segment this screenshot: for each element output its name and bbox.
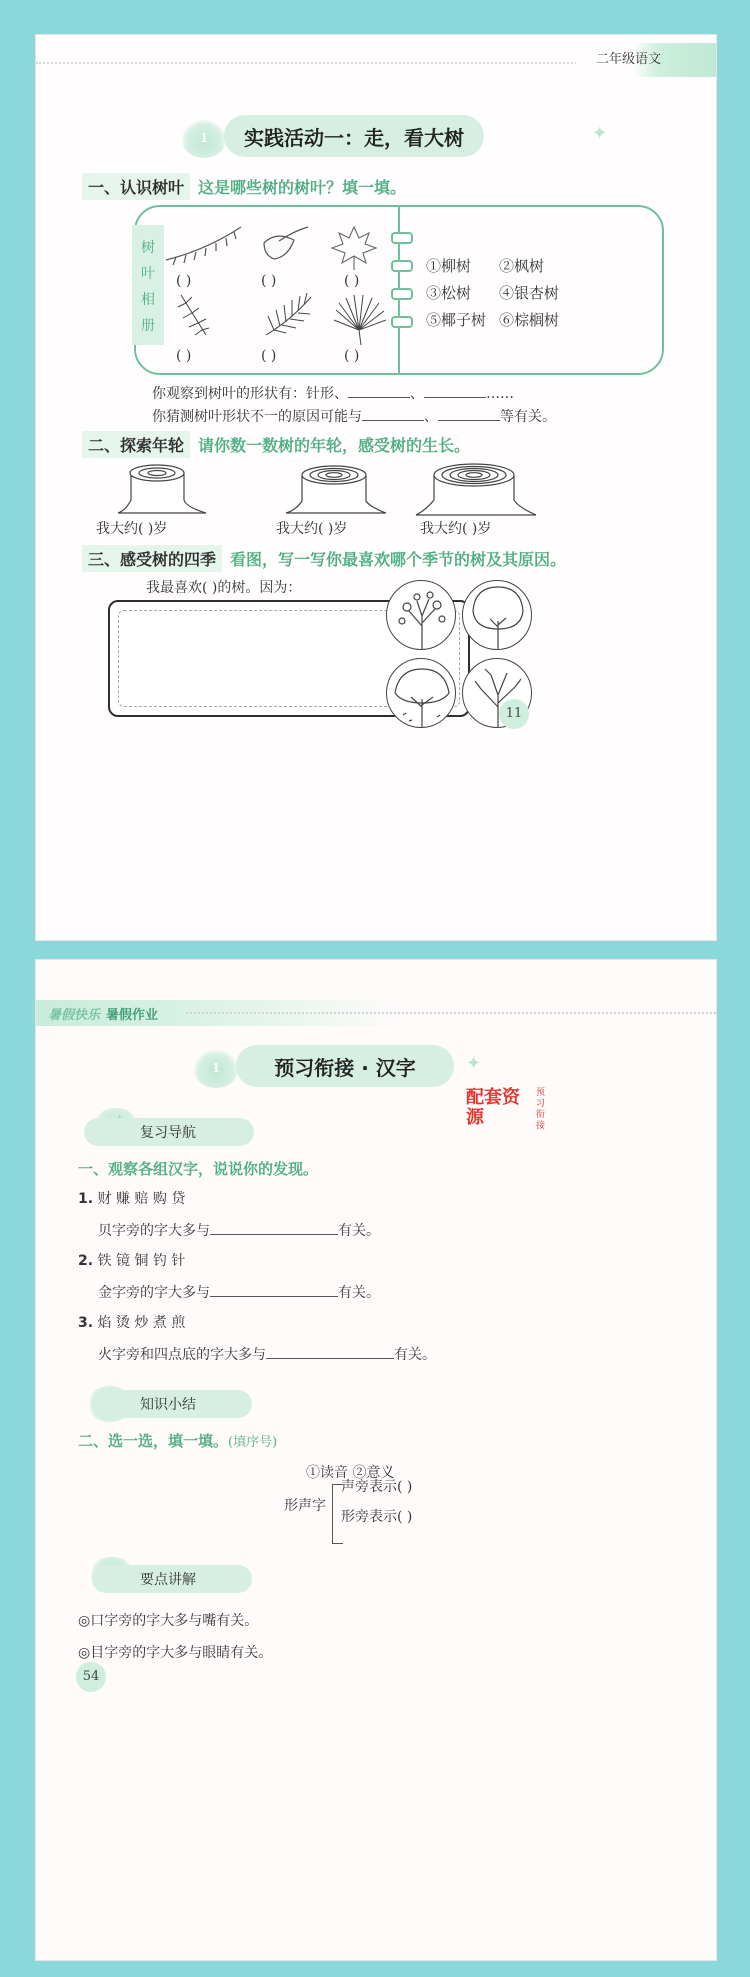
resource-side-label: 预习衔接: [536, 1088, 546, 1131]
char-group: 财 赚 赔 购 贷: [97, 1191, 186, 1207]
phonetic-label: 形声字: [284, 1498, 326, 1514]
summary-pill: 知识小结: [92, 1390, 252, 1418]
section-1-desc: 这是哪些树的树叶？填一填。: [198, 178, 407, 197]
summer-tree-icon: [462, 580, 532, 650]
page-title: 预习衔接 · 汉字: [236, 1045, 454, 1087]
q2-row-sound[interactable]: 声旁表示( ): [341, 1479, 413, 1495]
answer-blank[interactable]: [210, 1296, 338, 1297]
answer-blank[interactable]: [362, 420, 424, 421]
item-number: 3.: [78, 1315, 94, 1331]
q2-row-meaning[interactable]: 形旁表示( ): [341, 1509, 413, 1525]
leaf-badge-icon: [193, 1048, 239, 1088]
separator: 、: [410, 386, 424, 402]
leaf-reason-suffix: 等有关。: [500, 409, 556, 425]
option-pine: ③松树: [426, 284, 472, 302]
key-point-1: ◎口字旁的字大多与嘴有关。: [78, 1613, 259, 1629]
answer-parens[interactable]: ( ): [344, 348, 360, 364]
separator: 、: [424, 409, 438, 425]
badge-number: 1: [199, 131, 209, 145]
resource-badge[interactable]: [466, 1088, 536, 1128]
album-label-char: 相: [141, 292, 155, 308]
answer-blank[interactable]: [438, 420, 500, 421]
stump-age-answer[interactable]: 我大约( )岁: [420, 521, 492, 537]
line-prefix: 金字旁的字大多与: [98, 1285, 210, 1301]
leaf-shape-prefix: 你观察到树叶的形状有：针形、: [152, 386, 348, 402]
ellipsis: ……: [486, 386, 514, 402]
album-label-char: 叶: [141, 266, 155, 282]
q1-item-1-line: [98, 1220, 380, 1240]
answer-blank[interactable]: [210, 1234, 338, 1235]
q1-item-3-chars: [78, 1312, 185, 1332]
brand-script: 暑假快乐: [48, 1008, 101, 1023]
answer-parens[interactable]: ( ): [176, 348, 192, 364]
line-suffix: 有关。: [394, 1347, 436, 1363]
album-label-char: 树: [141, 240, 155, 256]
resource-label: 配套资源: [466, 1087, 520, 1128]
answer-parens[interactable]: ( ): [176, 273, 192, 289]
palm-leaf-icon: [334, 295, 386, 345]
item-number: 2.: [78, 1253, 94, 1269]
question-2-heading: [78, 1430, 277, 1451]
series-brand: [48, 1004, 158, 1023]
answer-blank[interactable]: [348, 397, 410, 398]
review-nav-pill: 复习导航: [84, 1118, 254, 1146]
line-suffix: 有关。: [338, 1223, 380, 1239]
q2-options: ①读音 ②意义: [306, 1465, 395, 1481]
page-number: 11: [499, 699, 529, 729]
answer-parens[interactable]: ( ): [261, 273, 277, 289]
section-2-heading: [82, 431, 470, 458]
option-willow: ①柳树: [426, 257, 472, 275]
favorite-season-prompt: 我最喜欢( )的树。因为：: [146, 580, 302, 596]
q1-item-3-line: [98, 1344, 436, 1364]
char-group: 铁 镜 铜 钓 针: [97, 1253, 186, 1269]
page-number: 54: [76, 1662, 106, 1692]
key-point-2: ◎目字旁的字大多与眼睛有关。: [78, 1645, 273, 1661]
spring-tree-icon: [386, 580, 456, 650]
q1-item-2-chars: [78, 1250, 185, 1270]
line-prefix: 贝字旁的字大多与: [98, 1223, 210, 1239]
medium-stump-icon: [286, 466, 386, 513]
stump-age-answer[interactable]: 我大约( )岁: [276, 521, 348, 537]
q1-item-1-chars: [78, 1188, 185, 1208]
autumn-tree-icon: [386, 658, 456, 728]
keypoints-pill: 要点讲解: [92, 1565, 252, 1593]
section-3-heading: [82, 545, 566, 572]
answer-parens[interactable]: ( ): [344, 273, 360, 289]
tree-stump-drawings: [36, 455, 716, 525]
q1-item-2-line: [98, 1282, 380, 1302]
section-3-desc: 看图，写一写你最喜欢哪个季节的树及其原因。: [230, 550, 567, 569]
section-2-tag: 二、探索年轮: [82, 431, 190, 458]
question-1-heading: 一、观察各组汉字，说说你的发现。: [78, 1160, 319, 1178]
option-palm: ⑥棕榈树: [499, 311, 560, 329]
sparkle-icon: ✦: [592, 123, 608, 144]
pine-leaf-icon: [178, 295, 209, 335]
item-number: 1.: [78, 1191, 94, 1207]
brand-name: 暑假作业: [106, 1008, 159, 1023]
leaf-shape-line: [152, 383, 514, 403]
q2-head-note: (填序号): [228, 1435, 278, 1450]
leaf-reason-prefix: 你猜测树叶形状不一的原因可能与: [152, 409, 362, 425]
q2-head-text: 二、选一选，填一填。: [78, 1432, 229, 1450]
large-stump-icon: [416, 464, 536, 515]
line-prefix: 火字旁和四点底的字大多与: [98, 1347, 266, 1363]
workbook-page-11: [36, 35, 716, 940]
page-title: 实践活动一：走，看大树: [224, 115, 484, 157]
answer-blank[interactable]: [266, 1358, 394, 1359]
willow-leaf-icon: [166, 227, 241, 265]
section-1-tag: 一、认识树叶: [82, 173, 190, 200]
char-group: 焰 烫 炒 煮 煎: [97, 1315, 186, 1331]
grade-label: 二年级语文: [576, 43, 716, 77]
option-ginkgo: ④银杏树: [499, 284, 560, 302]
stump-age-answer[interactable]: 我大约( )岁: [96, 521, 168, 537]
header-divider: [186, 1012, 716, 1014]
leaf-reason-line: [152, 406, 556, 426]
coconut-leaf-icon: [266, 293, 311, 335]
line-suffix: 有关。: [338, 1285, 380, 1301]
section-3-tag: 三、感受树的四季: [82, 545, 222, 572]
badge-number: 1: [211, 1061, 221, 1075]
option-maple: ②枫树: [499, 257, 545, 275]
answer-parens[interactable]: ( ): [261, 348, 277, 364]
small-stump-icon: [118, 465, 206, 513]
section-2-desc: 请你数一数树的年轮，感受树的生长。: [198, 436, 471, 455]
answer-blank[interactable]: [424, 397, 486, 398]
ginkgo-leaf-icon: [264, 227, 308, 259]
maple-leaf-icon: [332, 227, 376, 270]
workbook-page-54: [36, 960, 716, 1960]
leaf-drawings: [36, 35, 716, 395]
sparkle-icon: ✦: [466, 1053, 482, 1074]
album-label-char: 册: [141, 318, 155, 334]
option-coconut: ⑤椰子树: [426, 311, 487, 329]
